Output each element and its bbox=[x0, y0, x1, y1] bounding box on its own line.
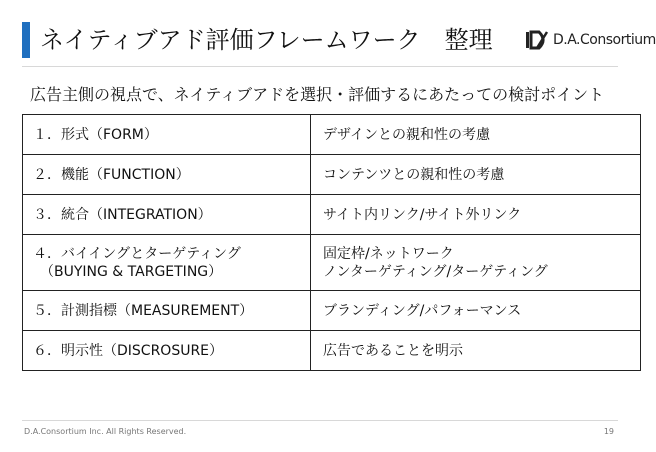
consideration-cell: コンテンツとの親和性の考慮 bbox=[311, 155, 641, 195]
slide-subtitle: 広告主側の視点で、ネイティブアドを選択・評価するにあたっての検討ポイント bbox=[30, 85, 605, 104]
table-row bbox=[23, 331, 641, 371]
criterion-cell: ３．統合（INTEGRATION） bbox=[23, 195, 311, 235]
title-divider bbox=[22, 66, 618, 67]
criterion-line: （BUYING & TARGETING） bbox=[33, 263, 223, 280]
page-number: 19 bbox=[603, 427, 614, 436]
criterion-cell: ６．明示性（DISCROSURE） bbox=[23, 331, 311, 371]
evaluation-table bbox=[22, 114, 641, 371]
consideration-line: 固定枠/ネットワーク bbox=[323, 245, 454, 262]
title-accent-bar bbox=[22, 22, 30, 58]
criterion-cell: ２．機能（FUNCTION） bbox=[23, 155, 311, 195]
table-row bbox=[23, 155, 641, 195]
consideration-cell bbox=[311, 235, 641, 291]
table-row bbox=[23, 235, 641, 291]
consideration-cell: 広告であることを明示 bbox=[311, 331, 641, 371]
logo-mark-icon bbox=[525, 29, 551, 51]
table-row bbox=[23, 291, 641, 331]
logo-text: D.A.Consortium bbox=[553, 32, 656, 48]
table-row bbox=[23, 195, 641, 235]
consideration-cell: ブランディング/パフォーマンス bbox=[311, 291, 641, 331]
criterion-cell bbox=[23, 235, 311, 291]
table-row bbox=[23, 115, 641, 155]
page-title: ネイティブアド評価フレームワーク 整理 bbox=[40, 26, 493, 54]
consideration-cell: デザインとの親和性の考慮 bbox=[311, 115, 641, 155]
criterion-line: ４．バイイングとターゲティング bbox=[33, 245, 241, 262]
copyright-text: D.A.Consortium Inc. All Rights Reserved. bbox=[24, 427, 187, 436]
criterion-cell: １．形式（FORM） bbox=[23, 115, 311, 155]
criterion-cell: ５．計測指標（MEASUREMENT） bbox=[23, 291, 311, 331]
company-logo bbox=[525, 29, 656, 51]
consideration-cell: サイト内リンク/サイト外リンク bbox=[311, 195, 641, 235]
consideration-line: ノンターゲティング/ターゲティング bbox=[323, 263, 548, 280]
footer-divider bbox=[22, 420, 618, 421]
